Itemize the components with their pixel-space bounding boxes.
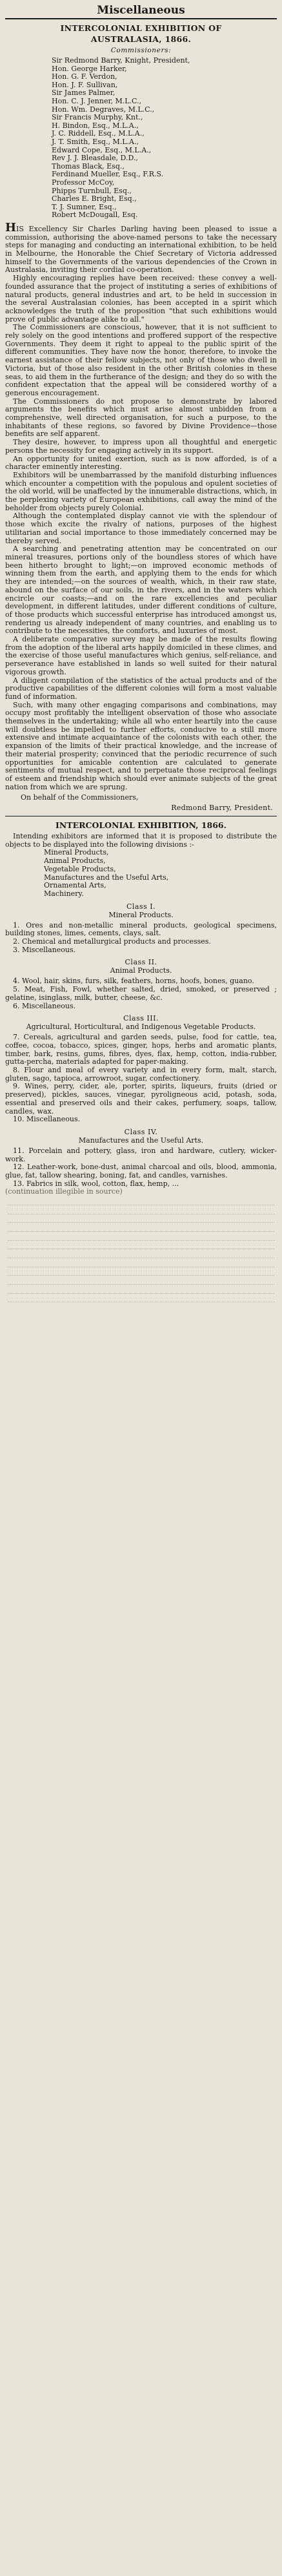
class-item: 8. Flour and meal of every variety and in every form, malt, starch, gluten, sago, tapioca, arrowroot, sugar, confectionery. xyxy=(5,1066,277,1083)
class-item: 7. Cereals, agricultural and garden seeds, pulse, food for cattle, tea, coffee, cocoa, tobacco, spices, ginger, hops, herbs and aromatic plants, timber, bark, resins, gums, fibres, dyes, flax, hemp, cotton, india-rubber, gutta-percha, materials adapted for paper-making. xyxy=(5,1033,277,1066)
commissioner-line: Phipps Turnbull, Esq., xyxy=(52,186,132,195)
class-item: 2. Chemical and metallurgical products and processes. xyxy=(13,937,211,946)
class-item: 4. Wool, hair, skins, furs, silk, feathers, horns, hoofs, bones, guano. xyxy=(13,977,254,986)
division-item: Mineral Products, xyxy=(44,848,109,857)
intro-text: IS Excellency Sir Charles Darling having been pleased to issue a commission, authorising the above-named persons to take the necessary steps for managing and conducting an international exhibition, to be held in Melbourne, the Honorable the Chief Secretary of Victoria addressed himself to the Governments of the various dependencies of the Crown in Australasia, inviting their cordial co-operation. xyxy=(5,224,277,275)
illegible-text-block xyxy=(5,1196,277,1302)
commissioner-line: Charles E. Bright, Esq., xyxy=(52,194,137,203)
illegible-note: (continuation illegible in source) xyxy=(5,1187,123,1196)
division-item: Animal Products, xyxy=(44,857,106,866)
commissioner-line: Edward Cope, Esq., M.L.A., xyxy=(52,145,152,154)
class-subheading: Agricultural, Horticultural, and Indigenous Vegetable Products. xyxy=(26,1023,256,1032)
section-heading: Miscellaneous xyxy=(97,4,185,17)
commissioner-line: T. J. Sumner, Esq., xyxy=(52,202,117,211)
paragraph: An opportunity for united exertion, such as is now afforded, is of a character eminently interesting. xyxy=(5,454,277,472)
class-item: 5. Meat, Fish, Fowl, whether salted, dried, smoked, or preserved ; gelatine, isinglass, milk, butter, cheese, &c. xyxy=(5,985,277,1002)
commissioner-line: Hon. J. F. Sullivan, xyxy=(52,80,118,89)
commissioner-line: Hon. C. J. Jenner, M.L.C., xyxy=(52,96,142,105)
commissioner-line: Hon. G. F. Verdon, xyxy=(52,72,117,81)
paragraph: They desire, however, to impress upon all thoughtful and energetic persons the necessity for engaging actively in its support. xyxy=(5,438,277,455)
commissioner-line: Thomas Black, Esq., xyxy=(52,161,125,171)
division-item: Machinery. xyxy=(44,889,84,898)
divisions-list xyxy=(44,849,277,898)
paragraph: A deliberate comparative survey may be made of the results flowing from the adoption of the liberal arts happily domiciled in these climes, and the exercise of those useful manufactures which genius, self-reliance, and perseverance have established in lands so well suited for their natural vigorous growth. xyxy=(5,635,277,676)
signature: Redmond Barry, President. xyxy=(171,803,273,812)
paragraph: Highly encouraging replies have been received: these convey a well-founded assurance that the project of instituting a series of exhibitions of natural products, general industries and art, to be held in succession in the several Australasian colonies, has been accepted in a spirit which acknowledges the truth of the proposition "that such exhibitions would prove of public advantage alike to all." xyxy=(5,274,277,324)
commissioner-line: J. T. Smith, Esq., M.L.A., xyxy=(52,137,139,146)
paragraph: The Commissioners do not propose to demonstrate by labored arguments the benefits which must arise almost unbidden from a comprehensive, well directed organisation, for such a purpose, to the inhabitants of these regions, so favored by Divine Providence—those benefits are self apparent. xyxy=(5,397,277,439)
commissioner-line: Hon. George Harker, xyxy=(52,64,127,73)
paragraph: A diligent compilation of the statistics of the actual products and of the productive capabilities of the different colonies will form a most valuable fund of information. xyxy=(5,676,277,701)
class-heading: Class III. xyxy=(123,1014,159,1023)
paragraph: Such, with many other engaging comparisons and combinations, may occupy most profitably the intelligent observation of those who associate themselves in the undertaking; while all who enter heartily into the cause will doubtless be impelled to further efforts, conducive to a still more extensive and intimate acquaintance of the colonists with each other, the expansion of the limits of their practical knowledge, and the increase of their material prosperity; convinced that the periodic recurrence of such opportunities for amicable contention are calculated to generate sentiments of mutual respect, and to perpetuate those reciprocal feelings of esteem and friendship which should ever animate subjects of the great nation from which we are sprung. xyxy=(5,700,277,791)
class-heading: Class I. xyxy=(126,902,156,911)
class-item: 3. Miscellaneous. xyxy=(13,945,76,954)
commissioner-line: Sir Redmond Barry, Knight, President, xyxy=(52,56,190,65)
exhibition-title: INTERCOLONIAL EXHIBITION, 1866. xyxy=(55,820,227,830)
class-subheading: Manufactures and the Useful Arts. xyxy=(78,1136,204,1145)
class-heading: Class IV. xyxy=(124,1127,158,1136)
division-item: Ornamental Arts, xyxy=(44,881,106,890)
intro-paragraph xyxy=(5,220,277,275)
paragraph: A searching and penetrating attention may be concentrated on our mineral treasures, portions only of the boundless stores of which have been hitherto brought to light;—on improved economic methods of winning them from the earth, and applying them to the ends for which they are intended;—on the sources of wealth, which, in their raw state, abound on the surface of our soils, in the rivers, and in the waters which encircle our coasts;—and on the rare excellencies and peculiar development, in different latitudes, under different conditions of culture, of those products which successful enterprise has introduced amongst us, rendering us already independent of many countries, and enabling us to contribute to the necessities, the comforts, and luxuries of most. xyxy=(5,545,277,636)
commissioner-line: Hon. Wm. Degraves, M.L.C., xyxy=(52,105,155,114)
class-item: 13. Fabrics in silk, wool, cotton, flax, hemp, ... xyxy=(13,1179,179,1188)
dropcap: H xyxy=(5,220,17,234)
class-item: 11. Porcelain and pottery, glass, iron and hardware, cutlery, wicker-work. xyxy=(5,1146,277,1163)
commissioner-line: Professor McCoy, xyxy=(52,178,115,187)
exhibition-intro: Intending exhibitors are informed that it is proposed to distribute the objects to be displayed into the following divisions :- xyxy=(5,831,277,849)
division-item: Vegetable Products, xyxy=(44,864,116,873)
commissioner-line: Sir Francis Murphy, Knt., xyxy=(52,113,143,122)
class-item: 6. Miscellaneous. xyxy=(13,1001,76,1010)
commissioner-line: J. C. Riddell, Esq., M.L.A., xyxy=(52,129,145,138)
paragraph: The Commissioners are conscious, however, that it is not sufficient to rely solely on the good intentions and proffered support of the respective Governments. They deem it right to appeal to the public spirit of the different communities. They have now the honor, therefore, to invoke the earnest assistance of their fellow subjects, not only of those who dwell in Victoria, but of those also resident in the other British colonies in these seas, to aid them in the furtherance of the design; and they do so with the confident expectation that the appeal will be considered worthy of a generous encouragement. xyxy=(5,323,277,397)
commissioner-line: Rev J. J. Bleasdale, D.D., xyxy=(52,154,138,163)
commissioner-line: Robert McDougall, Esq. xyxy=(52,211,138,220)
class-item: 12. Leather-work, bone-dust, animal charcoal and oils, blood, ammonia, glue, fat, tallow shearing, boning, fat, and candles, varnishes. xyxy=(5,1163,277,1180)
commissioners-heading: Commissioners: xyxy=(110,47,172,54)
top-rule xyxy=(5,18,277,19)
document-title: INTERCOLONIAL EXHIBITION OF xyxy=(60,23,222,33)
signature-lead: On behalf of the Commissioners, xyxy=(21,793,139,802)
class-item: 1. Ores and non-metallic mineral products, geological specimens, building stones, limes, cements, clays, salt. xyxy=(5,920,277,938)
paragraph: Although the contemplated display cannot vie with the splendour of those which excite the rivalry of nations, purposes of the highest utilitarian and social importance to those immediately concerned may be thereby served. xyxy=(5,512,277,545)
division-item: Manufactures and the Useful Arts, xyxy=(44,873,169,882)
commissioner-line: H. Bindon, Esq., M.L.A., xyxy=(52,121,139,130)
class-subheading: Mineral Products. xyxy=(108,910,174,919)
commissioners-list xyxy=(52,57,277,220)
class-item: 9. Wines, perry, cider, ale, porter, spirits, liqueurs, fruits (dried or preserved), pickles, sauces, vinegar, pyroligneous acid, potash, soda, essential and preserved oils and their cakes, perfumery, soaps, tallow, candles, wax. xyxy=(5,1082,277,1116)
commissioner-line: Sir James Palmer, xyxy=(52,88,116,98)
class-subheading: Animal Products. xyxy=(110,966,172,975)
document-subtitle: AUSTRALASIA, 1866. xyxy=(90,34,192,44)
class-item: 10. Miscellaneous. xyxy=(13,1115,81,1124)
commissioner-line: Ferdinand Mueller, Esq., F.R.S. xyxy=(52,170,164,179)
class-heading: Class II. xyxy=(125,958,157,967)
paragraph: Exhibitors will be unembarrassed by the manifold disturbing influences which encounter a competition with the populous and opulent societies of the old world, will be unaffected by the innumerable distractions, which, in the perplexing variety of European exhibitions, call away the mind of the beholder from objects purely Colonial. xyxy=(5,470,277,512)
